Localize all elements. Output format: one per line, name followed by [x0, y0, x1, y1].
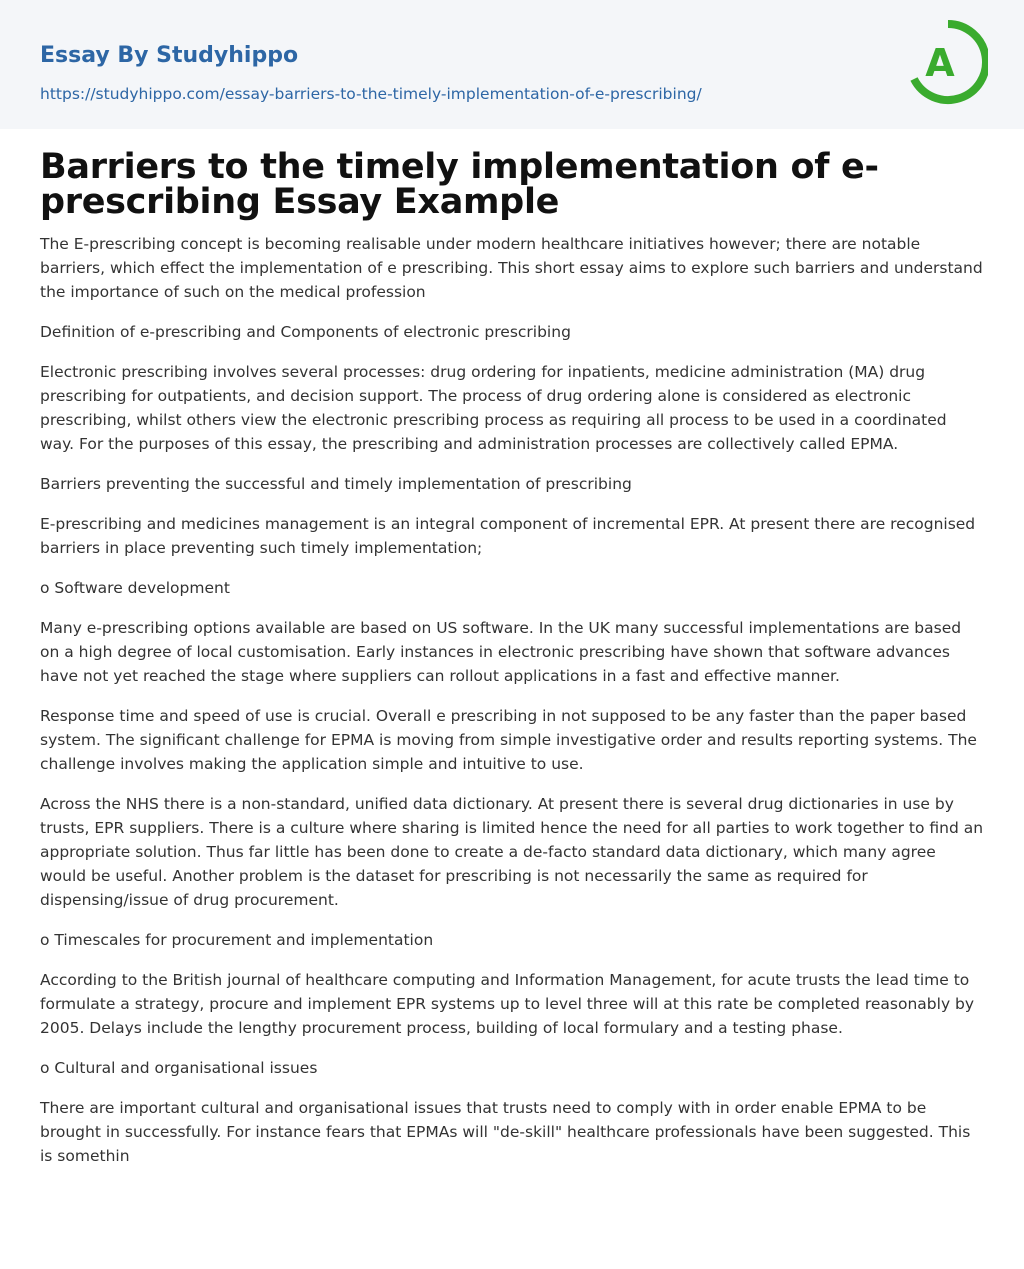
- essay-paragraph: Electronic prescribing involves several processes: drug ordering for inpatients, medicine administration (MA) drug prescribing for outpatients, and decision support. The process of drug ordering alone is considered as electronic prescribing, whilst others view the electronic prescribing process as requiring all process to be used in a coordinated way. For the purposes of this essay, the prescribing and administration processes are collectively called EPMA.: [40, 363, 947, 453]
- logo-letter: A: [925, 41, 955, 85]
- essay-content: [0, 147, 1024, 1168]
- essay-paragraph: Across the NHS there is a non-standard, unified data dictionary. At present there is several drug dictionaries in use by trusts, EPR suppliers. There is a culture where sharing is limited hence the need for all parties to work together to find an appropriate solution. Thus far little has been done to create a de-facto standard data dictionary, which many agree would be useful. Another problem is the dataset for prescribing is not necessarily the same as required for dispensing/issue of drug procurement.: [40, 795, 984, 909]
- essay-subheading: Barriers preventing the successful and timely implementation of prescribing: [40, 475, 632, 493]
- site-header: [0, 0, 1024, 129]
- essay-title: Barriers to the timely implementation of e-prescribing Essay Example: [40, 147, 879, 222]
- essay-paragraph: Many e-prescribing options available are based on US software. In the UK many successful implementations are based on a high degree of local customisation. Early instances in electronic prescribing have shown that software advances have not yet reached the stage where suppliers can rollout applications in a fast and effective manner.: [40, 619, 962, 685]
- essay-list-heading: o Timescales for procurement and implementation: [40, 931, 434, 949]
- essay-subheading: Definition of e-prescribing and Components of electronic prescribing: [40, 323, 571, 341]
- site-brand[interactable]: Essay By Studyhippo: [40, 43, 299, 68]
- essay-url-link[interactable]: https://studyhippo.com/essay-barriers-to-the-timely-implementation-of-e-prescribing/: [40, 85, 702, 103]
- essay-list-heading: o Cultural and organisational issues: [40, 1059, 318, 1077]
- essay-paragraph: According to the British journal of healthcare computing and Information Management, for acute trusts the lead time to formulate a strategy, procure and implement EPR systems up to level three will at this rate be completed reasonably by 2005. Delays include the lengthy procurement process, building of local formulary and a testing phase.: [40, 971, 975, 1037]
- essay-list-heading: o Software development: [40, 579, 230, 597]
- essay-paragraph: The E-prescribing concept is becoming realisable under modern healthcare initiatives however; there are notable barriers, which effect the implementation of e prescribing. This short essay aims to explore such barriers and understand the importance of such on the medical profession: [40, 235, 983, 301]
- essay-paragraph: E-prescribing and medicines management is an integral component of incremental EPR. At present there are recognised barriers in place preventing such timely implementation;: [40, 515, 976, 557]
- essay-paragraph: Response time and speed of use is crucial. Overall e prescribing in not supposed to be any faster than the paper based system. The significant challenge for EPMA is moving from simple investigative order and results reporting systems. The challenge involves making the application simple and intuitive to use.: [40, 707, 977, 773]
- studyhippo-logo-icon[interactable]: [908, 18, 988, 106]
- essay-paragraph: There are important cultural and organisational issues that trusts need to comply with in order enable EPMA to be brought in successfully. For instance fears that EPMAs will "de-skill" healthcare professionals have been suggested. This is somethin: [40, 1099, 971, 1165]
